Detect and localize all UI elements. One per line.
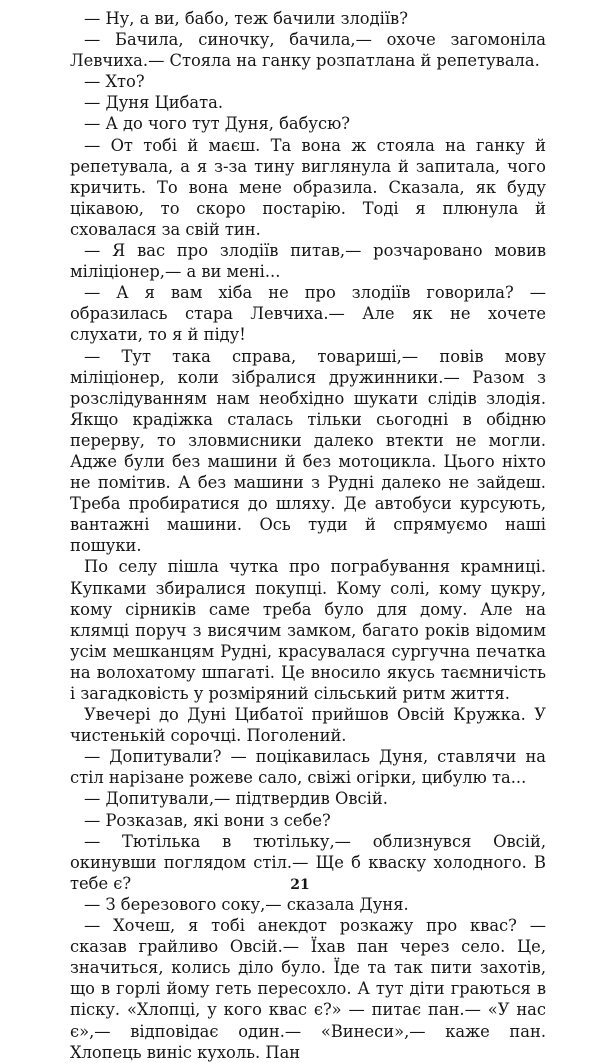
paragraph: По селу пішла чутка про пограбування крамниці. Купками збиралися покупці. Кому солі, кому цукру, кому сірників саме треба було для дому. Але на клямці поруч з висячим замком, багато років відомим усім мешканцям Рудні, красувалася сургучна печатка на волохатому шпагаті. Це вносило якусь таємничість і загадковість у розміряний сільський ритм життя. [70,557,546,703]
paragraph: — Дуня Цибата. [84,93,224,113]
paragraph: — А до чого тут Дуня, бабусю? [84,114,351,134]
paragraph: — Ну, а ви, бабо, теж бачили злодіїв? [84,9,408,28]
paragraph: — Хочеш, я тобі анекдот розкажу про квас? — сказав грайливо Овсій.— Їхав пан через село. Це, значиться, колись діло було. Їде та так пити захотів, що в горлі йому геть пересохло. А тут діти граються в піску. «Хлопці, у кого квас є?» — питає пан.— «У нас є»,— відповідає один.— «Винеси»,— каже пан. Хлопець виніс кухоль. Пан [70,916,546,1062]
paragraph: — Тютілька в тютільку,— облизнувся Овсій, окинувши поглядом стіл.— Ще б кваску холодного. В тебе є? [70,831,546,893]
paragraph: — Хто? [84,72,145,92]
paragraph: — Тут така справа, товариші,— повів мову міліціонер, коли зібралися дружинники.— Разом з розслідуванням нам необхідно шукати слідів злодія. Якщо крадіжка сталась тільки сьогодні в обідню перерву, то зловмисники далеко втекти не могли. Адже були без машини й без мотоцикла. Цього ніхто не помітив. А без машини з Рудні далеко не зайдеш. Треба пробиратися до шляху. Де автобуси курсують, вантажні машини. Ось туди й спрямуємо наші пошуки. [70,346,546,556]
paragraph: — Розказав, які вони з себе? [84,810,331,830]
paragraph: — Я вас про злодіїв питав,— розчаровано мовив міліціонер,— а ви мені... [70,241,546,282]
paragraph: — Допитували? — поцікавилась Дуня, ставлячи на стіл нарізане рожеве сало, свіжі огірки, цибулю та... [70,747,546,788]
paragraph: — Допитували,— підтвердив Овсій. [84,789,388,809]
page-text [70,8,546,1063]
paragraph: — А я вам хіба не про злодіїв говорила? — образилась стара Левчиха.— Але як не хочете слухати, то я й піду! [70,283,546,345]
paragraph: — От тобі й маєш. Та вона ж стояла на ганку й репетувала, а я з-за тину виглянула й запитала, чого кричить. То вона мене образила. Сказала, як буду цікавою, то скоро постарію. Тоді я плюнула й сховалася за свій тин. [70,135,546,239]
paragraph: Увечері до Дуні Цибатої прийшов Овсій Кружка. У чистенькій сорочці. Поголений. [70,705,546,746]
paragraph: — Бачила, синочку, бачила,— охоче загомоніла Левчиха.— Стояла на ганку розпатлана й репетувала. [70,30,546,71]
page-number: 21 [290,877,310,893]
paragraph: — З березового соку,— сказала Дуня. [84,894,409,914]
